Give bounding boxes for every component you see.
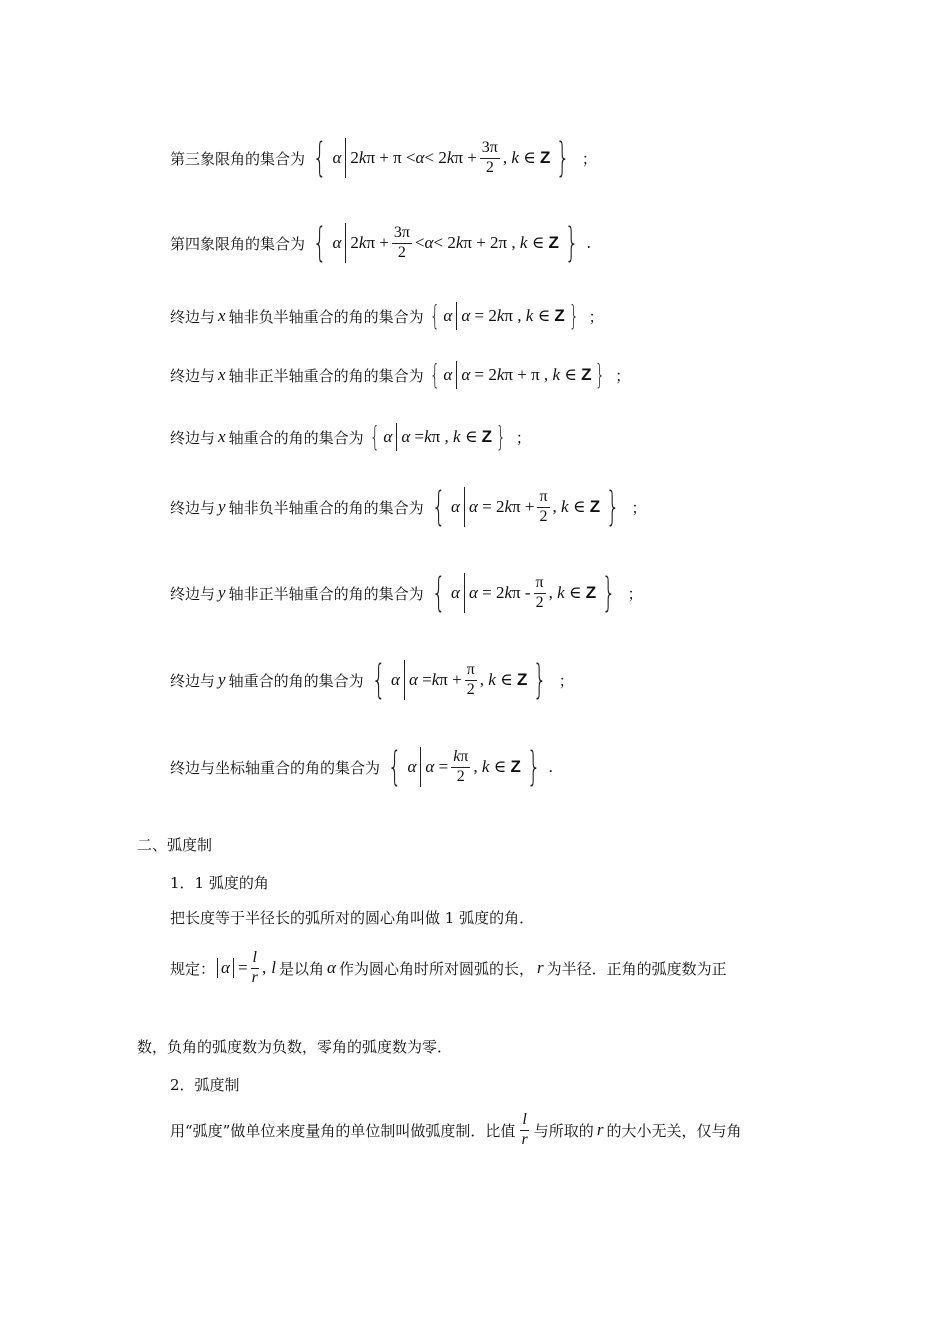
x-var: x xyxy=(218,306,226,325)
x-nonpos-line xyxy=(170,358,631,391)
system-text-3: 的大小无关，仅与角 xyxy=(606,1121,742,1140)
rule-text-1: 是以角 xyxy=(278,959,324,978)
y-nonneg-pre: 终边与 xyxy=(170,498,216,517)
subheading-1 xyxy=(170,872,269,893)
period: . xyxy=(548,758,554,776)
section-heading xyxy=(137,834,212,855)
x-nonpos-set: { α α = 2 k π + π , k ∈ Z } xyxy=(429,358,606,391)
rule-label: 规定： xyxy=(170,959,216,978)
coord-axes-line xyxy=(170,744,554,790)
rule-text-3: 为半径．正角的弧度数为正 xyxy=(546,959,727,978)
system-line xyxy=(170,1112,816,1149)
third-quadrant-set: { α 2 k π + π < α < 2 k π + $\frac{3\pi}{2}$ , k ∈ Z } xyxy=(312,135,571,181)
y-nonpos-pre: 终边与 xyxy=(170,584,216,603)
semicolon: ； xyxy=(627,584,643,603)
x-var: x xyxy=(218,365,226,384)
ratio-fraction: $\frac{l}{r}$ xyxy=(521,1111,528,1148)
y-nonpos-set: { α α = 2 k π - $\frac{\pi}{2}$ , k ∈ Z } xyxy=(431,570,616,616)
subheading-2 xyxy=(170,1074,240,1095)
y-nonpos-line xyxy=(170,570,643,616)
y-axis-post: 轴重合的角的集合为 xyxy=(228,671,364,690)
fourth-quadrant-line xyxy=(170,220,592,266)
system-text-2: 与所取的 xyxy=(533,1121,594,1140)
rule-formula: α = $\frac{l}{r}$ , xyxy=(217,950,266,987)
x-axis-line xyxy=(170,420,531,453)
y-nonneg-post: 轴非负半轴重合的角的集合为 xyxy=(228,498,424,517)
coord-axes-label: 终边与坐标轴重合的角的集合为 xyxy=(170,758,381,777)
rule-continuation xyxy=(137,1036,452,1057)
subheading-1-text: 1．1 弧度的角 xyxy=(170,874,269,892)
coord-axes-set: { α α = $\frac{k\pi}{2}$ , k ∈ Z } xyxy=(387,744,541,790)
fourth-quadrant-label: 第四象限角的集合为 xyxy=(170,234,306,253)
semicolon: ； xyxy=(588,307,604,326)
subheading-2-text: 2．弧度制 xyxy=(170,1076,240,1094)
semicolon: ； xyxy=(558,671,574,690)
rule-continuation-text: 数，负角的弧度数为负数，零角的弧度数为零． xyxy=(137,1038,453,1056)
semicolon: ； xyxy=(631,498,647,517)
y-axis-pre: 终边与 xyxy=(170,671,216,690)
alpha-var: α xyxy=(327,958,336,978)
y-var: y xyxy=(218,670,226,689)
period: . xyxy=(586,234,592,252)
x-var: x xyxy=(218,427,226,446)
definition-line xyxy=(170,907,534,928)
third-quadrant-label: 第三象限角的集合为 xyxy=(170,149,306,168)
x-nonpos-post: 轴非正半轴重合的角的集合为 xyxy=(228,366,424,385)
y-nonneg-line xyxy=(170,484,647,530)
x-nonneg-post: 轴非负半轴重合的角的集合为 xyxy=(228,307,424,326)
y-var: y xyxy=(218,583,226,602)
semicolon: ； xyxy=(581,149,597,168)
rule-text-2: 作为圆心角时所对圆弧的长， xyxy=(338,959,534,978)
y-nonpos-post: 轴非正半轴重合的角的集合为 xyxy=(228,584,424,603)
section-heading-text: 二、弧度制 xyxy=(137,836,213,854)
semicolon: ； xyxy=(515,428,531,447)
x-nonneg-set: { α α = 2 k π , k ∈ Z } xyxy=(429,299,579,332)
y-axis-line xyxy=(170,657,574,703)
x-axis-pre: 终边与 xyxy=(170,428,216,447)
x-nonneg-line xyxy=(170,299,604,332)
x-axis-set: { α α = k π , k ∈ Z } xyxy=(369,420,506,453)
x-nonneg-pre: 终边与 xyxy=(170,307,216,326)
r-var: r xyxy=(536,958,544,978)
x-axis-post: 轴重合的角的集合为 xyxy=(228,428,364,447)
y-var: y xyxy=(218,497,226,516)
r-var: r xyxy=(596,1120,604,1140)
y-nonneg-set: { α α = 2 k π + $\frac{\pi}{2}$ , k ∈ Z } xyxy=(431,484,620,530)
rule-line xyxy=(170,950,816,987)
semicolon: ； xyxy=(615,366,631,385)
x-nonpos-pre: 终边与 xyxy=(170,366,216,385)
l-var: l xyxy=(271,958,276,978)
system-text-1: 用“弧度”做单位来度量角的单位制叫做弧度制．比值 xyxy=(170,1121,516,1140)
y-axis-set: { α α = k π + $\frac{\pi}{2}$ , k ∈ Z } xyxy=(371,657,548,703)
definition-text: 把长度等于半径长的弧所对的圆心角叫做 1 弧度的角． xyxy=(170,909,535,927)
fourth-quadrant-set: { α 2 k π + $\frac{3\pi}{2}$ < α < 2 k π + 2π , k ∈ Z } xyxy=(312,220,579,266)
third-quadrant-line xyxy=(170,135,597,181)
